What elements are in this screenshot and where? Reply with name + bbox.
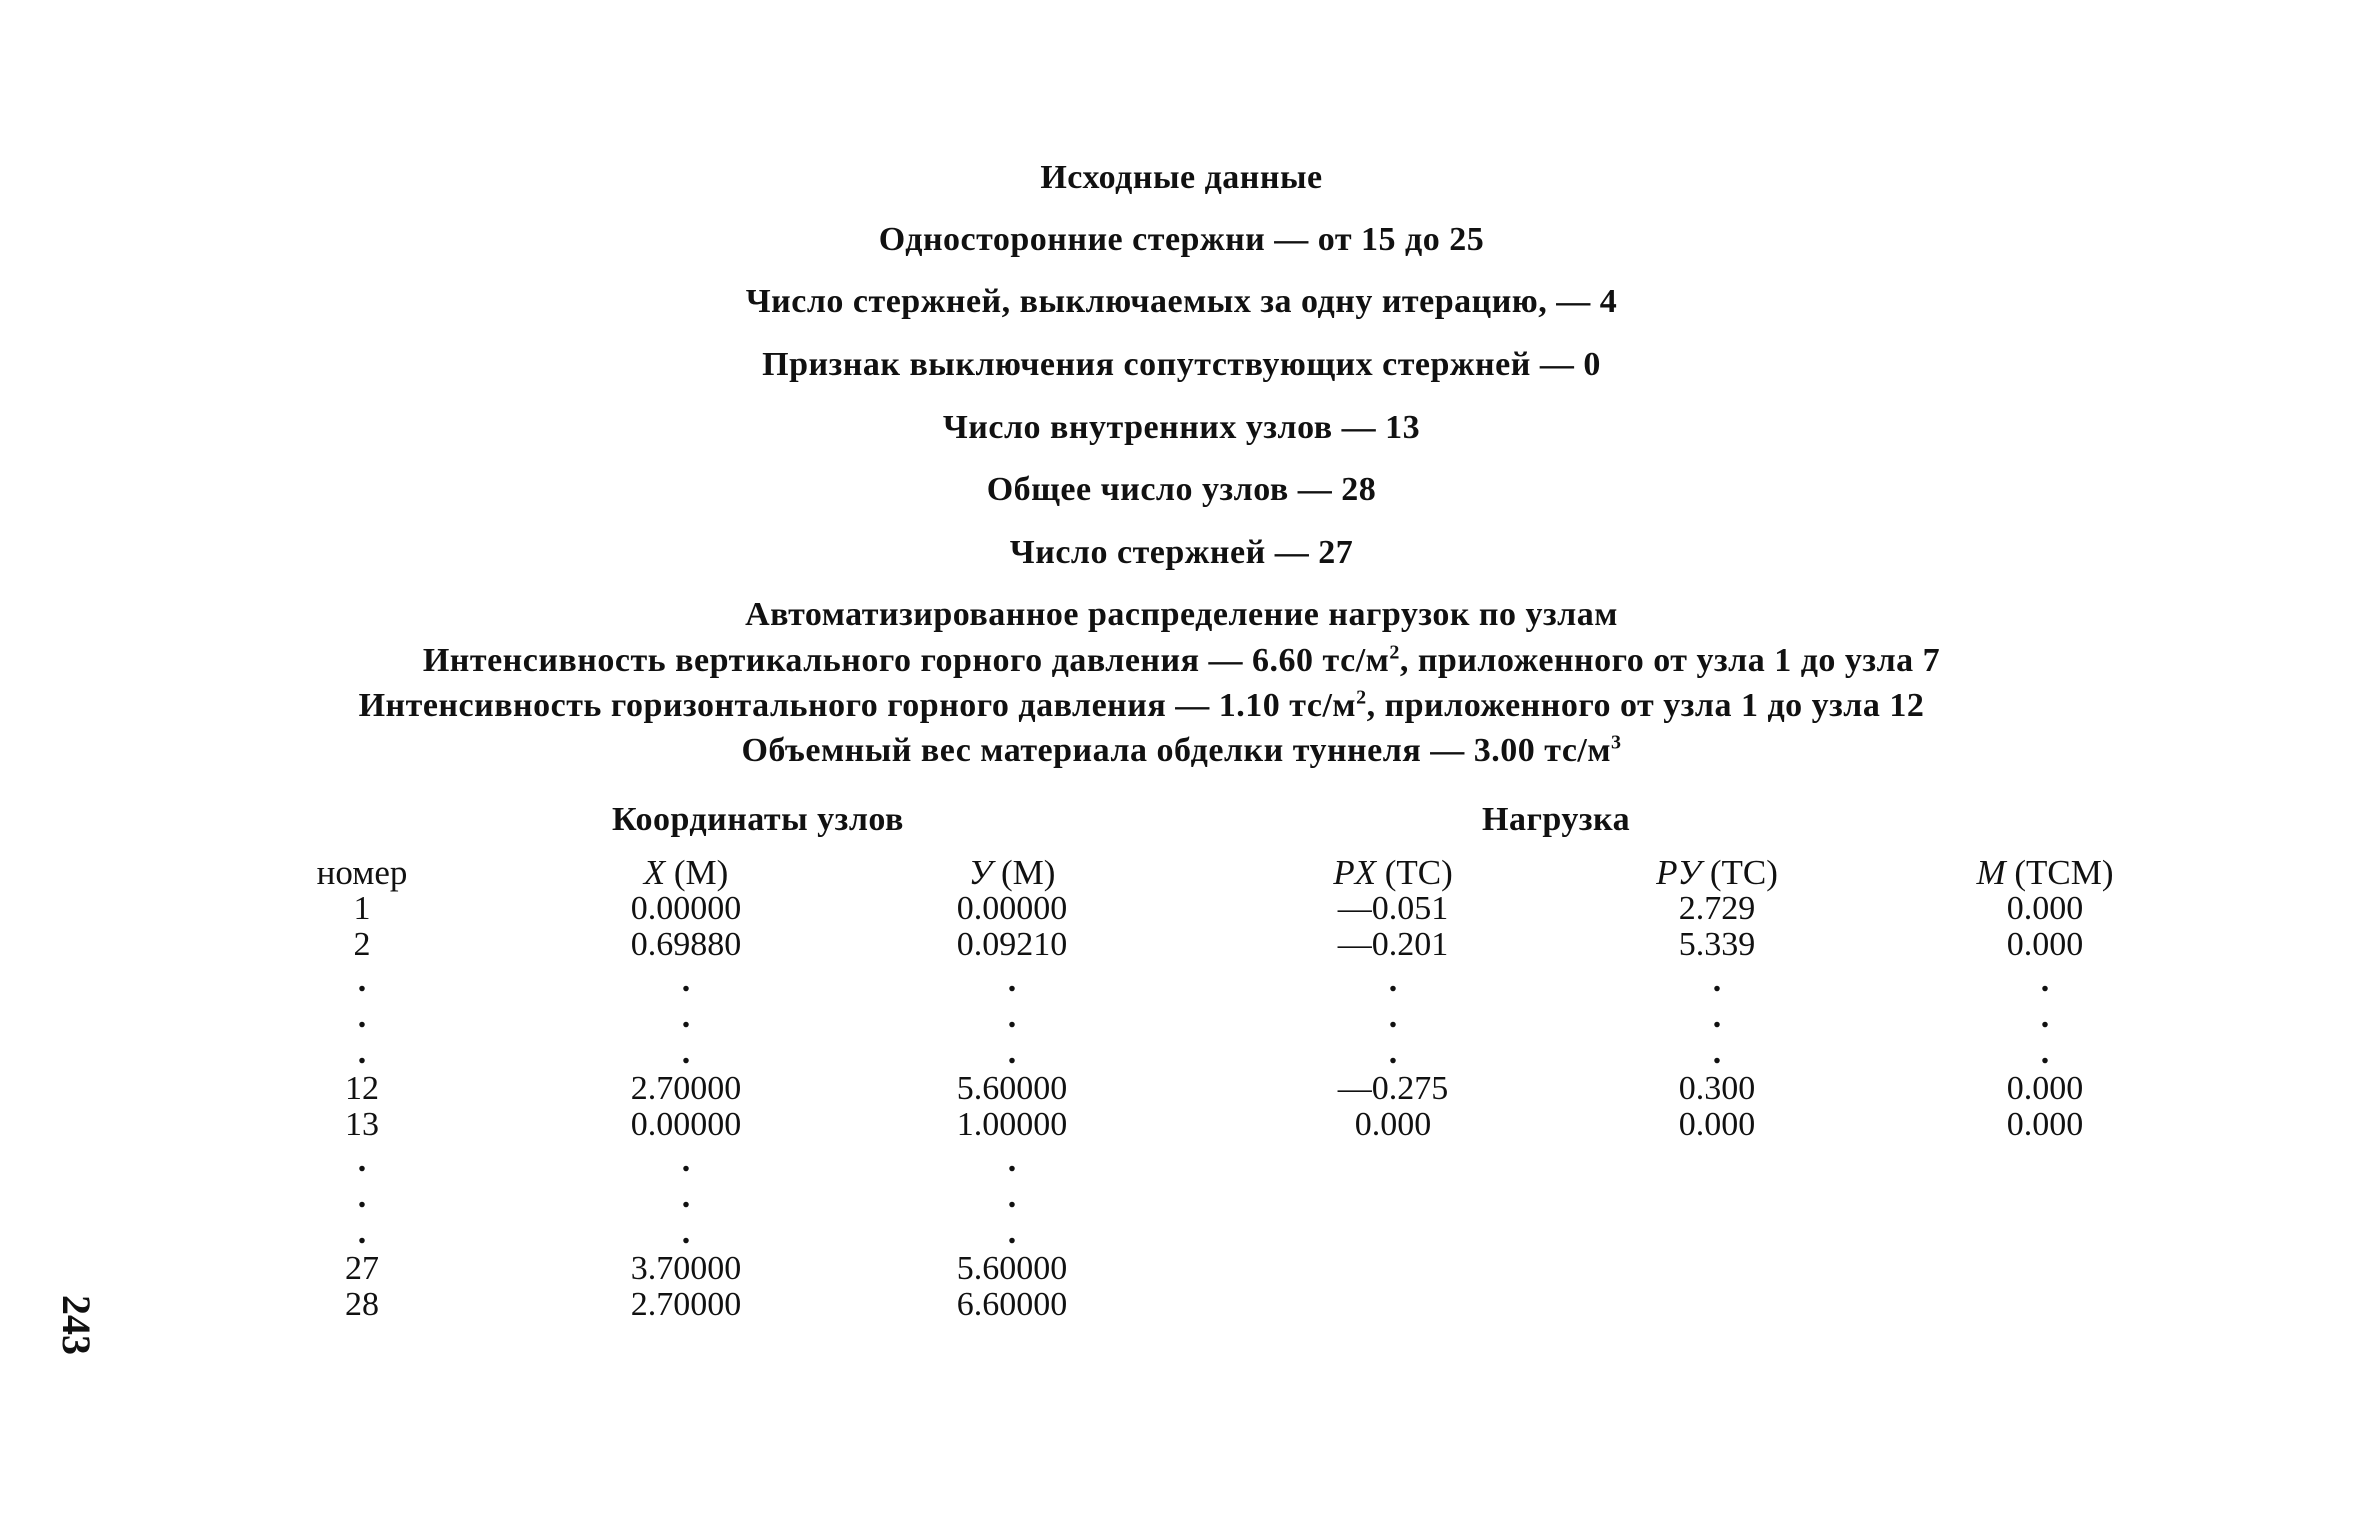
y-ellipsis-dot: .	[1007, 1214, 1017, 1251]
y-column	[862, 855, 1162, 1323]
x-ellipsis-dot: .	[681, 1214, 691, 1251]
vertical-pressure-text: Интенсивность вертикального горного давления — 6.60 тс/м	[422, 642, 1390, 679]
horizontal-pressure-tail: , приложенного от узла 1 до узла 12	[1366, 687, 1925, 724]
x-header-var: X	[643, 853, 666, 892]
m-cell: 0.000	[2006, 926, 2084, 963]
m-cell: 0.000	[2006, 890, 2084, 927]
py-cell: 5.339	[1678, 926, 1756, 963]
document-title: Исходные данные	[1040, 159, 1323, 196]
m-cell: 0.000	[2006, 1106, 2084, 1143]
number-column	[212, 855, 512, 1323]
number-cell: 2	[353, 926, 371, 963]
load-heading: Нагрузка	[1482, 801, 1631, 838]
px-header-var: PX	[1333, 853, 1376, 892]
x-cell: 2.70000	[630, 1070, 742, 1107]
number-ellipsis-dot: .	[357, 1214, 367, 1251]
param-internal-nodes: Число внутренних узлов — 13	[942, 409, 1421, 446]
py-ellipsis-dot: .	[1712, 998, 1722, 1035]
px-cell: 0.000	[1354, 1106, 1432, 1143]
py-cell: 2.729	[1678, 890, 1756, 927]
py-ellipsis-dot: .	[1712, 1034, 1722, 1071]
y-header-var: У	[968, 853, 993, 892]
horizontal-pressure-line	[0, 686, 2323, 726]
px-header	[1243, 855, 1543, 891]
y-cell: 0.00000	[956, 890, 1068, 927]
param-rod-count: Число стержней — 27	[1009, 534, 1354, 571]
volume-weight-line	[0, 731, 2363, 771]
px-cell: —0.275	[1337, 1070, 1449, 1107]
x-column	[536, 855, 836, 1323]
number-header: номер	[316, 853, 408, 892]
m-cell: 0.000	[2006, 1070, 2084, 1107]
number-cell: 12	[345, 1070, 379, 1107]
x-cell: 3.70000	[630, 1250, 742, 1287]
volume-weight-text: Объемный вес материала обделки туннеля — 3.00 тс/м	[741, 732, 1612, 769]
x-ellipsis-dot: .	[681, 1142, 691, 1179]
y-cell: 0.09210	[956, 926, 1068, 963]
y-ellipsis-dot: .	[1007, 1178, 1017, 1215]
y-ellipsis-dot: .	[1007, 1142, 1017, 1179]
horizontal-pressure-exponent: 2	[1356, 686, 1367, 709]
m-ellipsis-dot: .	[2040, 962, 2050, 999]
y-ellipsis-dot: .	[1007, 998, 1017, 1035]
number-cell: 1	[353, 890, 371, 927]
px-cell: —0.051	[1337, 890, 1449, 927]
m-ellipsis-dot: .	[2040, 998, 2050, 1035]
x-header	[536, 855, 836, 891]
px-ellipsis-dot: .	[1388, 962, 1398, 999]
page-number: 243	[54, 1295, 99, 1355]
number-ellipsis-dot: .	[357, 998, 367, 1035]
py-header-var: PУ	[1656, 853, 1702, 892]
number-ellipsis-dot: .	[357, 1178, 367, 1215]
param-accompanying-rods: Признак выключения сопутствующих стержней — 0	[762, 346, 1601, 383]
coords-heading: Координаты узлов	[612, 801, 904, 838]
px-ellipsis-dot: .	[1388, 1034, 1398, 1071]
y-ellipsis-dot: .	[1007, 1034, 1017, 1071]
y-cell: 1.00000	[956, 1106, 1068, 1143]
vertical-pressure-line	[0, 641, 2363, 681]
volume-weight-exponent: 3	[1611, 731, 1622, 754]
vertical-pressure-tail: , приложенного от узла 1 до узла 7	[1399, 642, 1941, 679]
x-cell: 0.00000	[630, 1106, 742, 1143]
x-ellipsis-dot: .	[681, 1178, 691, 1215]
y-header	[862, 855, 1162, 891]
number-ellipsis-dot: .	[357, 962, 367, 999]
px-column	[1243, 855, 1543, 1143]
y-header-unit: (М)	[1000, 853, 1056, 892]
px-ellipsis-dot: .	[1388, 998, 1398, 1035]
py-ellipsis-dot: .	[1712, 962, 1722, 999]
horizontal-pressure-text: Интенсивность горизонтального горного давления — 1.10 тс/м	[358, 687, 1357, 724]
m-column	[1895, 855, 2195, 1143]
x-ellipsis-dot: .	[681, 998, 691, 1035]
py-header-unit: (ТС)	[1709, 853, 1778, 892]
x-header-unit: (М)	[673, 853, 729, 892]
x-ellipsis-dot: .	[681, 962, 691, 999]
y-cell: 5.60000	[956, 1070, 1068, 1107]
px-cell: —0.201	[1337, 926, 1449, 963]
px-header-unit: (ТС)	[1384, 853, 1453, 892]
param-one-sided-rods: Односторонние стержни — от 15 до 25	[878, 221, 1485, 258]
number-cell: 13	[345, 1106, 379, 1143]
m-ellipsis-dot: .	[2040, 1034, 2050, 1071]
param-total-nodes: Общее число узлов — 28	[986, 471, 1377, 508]
m-header-unit: (ТСМ)	[2014, 853, 2114, 892]
vertical-pressure-exponent: 2	[1389, 641, 1400, 664]
y-cell: 6.60000	[956, 1286, 1068, 1323]
y-cell: 5.60000	[956, 1250, 1068, 1287]
py-column	[1567, 855, 1867, 1143]
m-header-var: M	[1976, 853, 2006, 892]
number-cell: 28	[345, 1286, 379, 1323]
number-ellipsis-dot: .	[357, 1142, 367, 1179]
x-cell: 0.69880	[630, 926, 742, 963]
x-ellipsis-dot: .	[681, 1034, 691, 1071]
y-ellipsis-dot: .	[1007, 962, 1017, 999]
param-rods-per-iteration: Число стержней, выключаемых за одну итерацию, — 4	[745, 283, 1618, 320]
x-cell: 2.70000	[630, 1286, 742, 1323]
number-ellipsis-dot: .	[357, 1034, 367, 1071]
m-header	[1895, 855, 2195, 891]
py-cell: 0.300	[1678, 1070, 1756, 1107]
number-cell: 27	[345, 1250, 379, 1287]
auto-distribution-heading: Автоматизированное распределение нагрузок по узлам	[745, 596, 1618, 633]
py-cell: 0.000	[1678, 1106, 1756, 1143]
py-header	[1567, 855, 1867, 891]
x-cell: 0.00000	[630, 890, 742, 927]
